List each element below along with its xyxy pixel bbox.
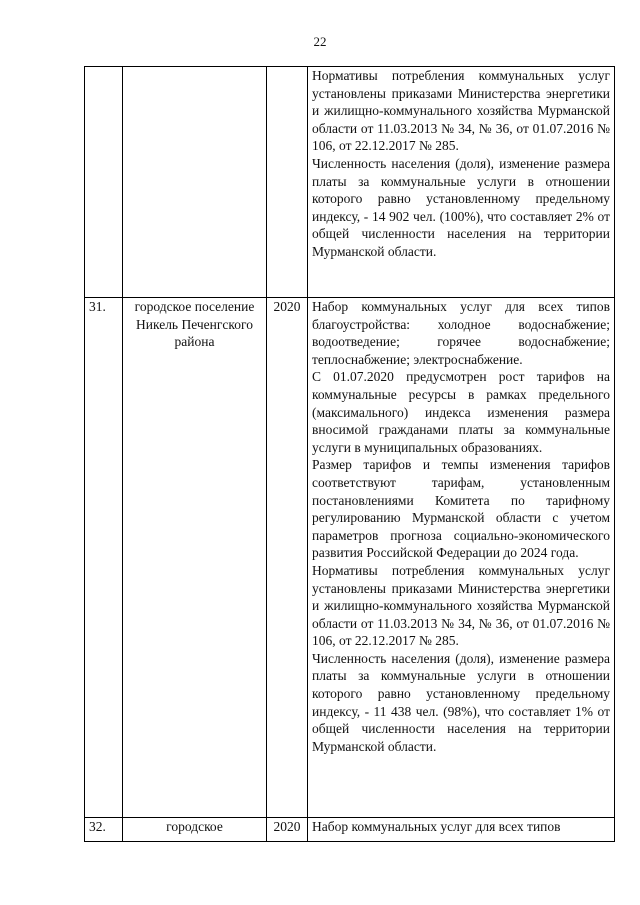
description-cell [308,818,615,842]
description-paragraph: Набор коммунальных услуг для всех типов благоустройства: холодное водоснабжение; водоотведение; горячее водоснабжение; теплоснабжение; электроснабжение. [312,299,610,367]
description-cell [308,67,615,298]
row-number-cell: 31. [85,298,123,818]
description-paragraph: С 01.07.2020 предусмотрен рост тарифов на коммунальные ресурсы в рамках предельного (максимального) индекса изменения размера вносимой гражданами платы за коммунальные услуги в муниципальных образованиях. [312,369,610,455]
table-row [85,818,615,842]
tariff-table [84,66,615,842]
description-cell [308,298,615,818]
municipality-cell [123,67,267,298]
table-row-continuation [85,67,615,298]
municipality-cell: городское поселение Никель Печенгского района [123,298,267,818]
year-cell [267,67,308,298]
table-row [85,298,615,818]
description-paragraph: Нормативы потребления коммунальных услуг установлены приказами Министерства энергетики и жилищно-коммунального хозяйства Мурманской области от 11.03.2013 № 34, № 36, от 01.07.2016 № 106, от 22.12.2017 № 285. [312,562,610,649]
page-number: 22 [313,34,327,49]
description-paragraph: Численность населения (доля), изменение размера платы за коммунальные услуги в отношении которого равно установленному предельному индексу, - 14 902 чел. (100%), что составляет 2% от общей численности населения на территории Мурманской области. [312,155,610,259]
description-paragraph: Набор коммунальных услуг для всех типов [312,819,561,834]
municipality-cell: городское [123,818,267,842]
description-paragraph: Нормативы потребления коммунальных услуг установлены приказами Министерства энергетики и жилищно-коммунального хозяйства Мурманской области от 11.03.2013 № 34, № 36, от 01.07.2016 № 106, от 22.12.2017 № 285. [312,68,610,154]
description-paragraph: Численность населения (доля), изменение размера платы за коммунальные услуги в отношении которого равно установленному предельному индексу, - 11 438 чел. (98%), что составляет 1% от общей численности населения на территории Мурманской области. [312,650,610,754]
row-number-cell: 32. [85,818,123,842]
description-paragraph: Размер тарифов и темпы изменения тарифов соответствуют тарифам, установленным постановлениями Комитета по тарифному регулированию Мурманской области с учетом параметров прогноза социально-экономического развития Российской Федерации до 2024 года. [312,457,610,561]
row-number-cell [85,67,123,298]
year-cell: 2020 [267,298,308,818]
year-cell: 2020 [267,818,308,842]
